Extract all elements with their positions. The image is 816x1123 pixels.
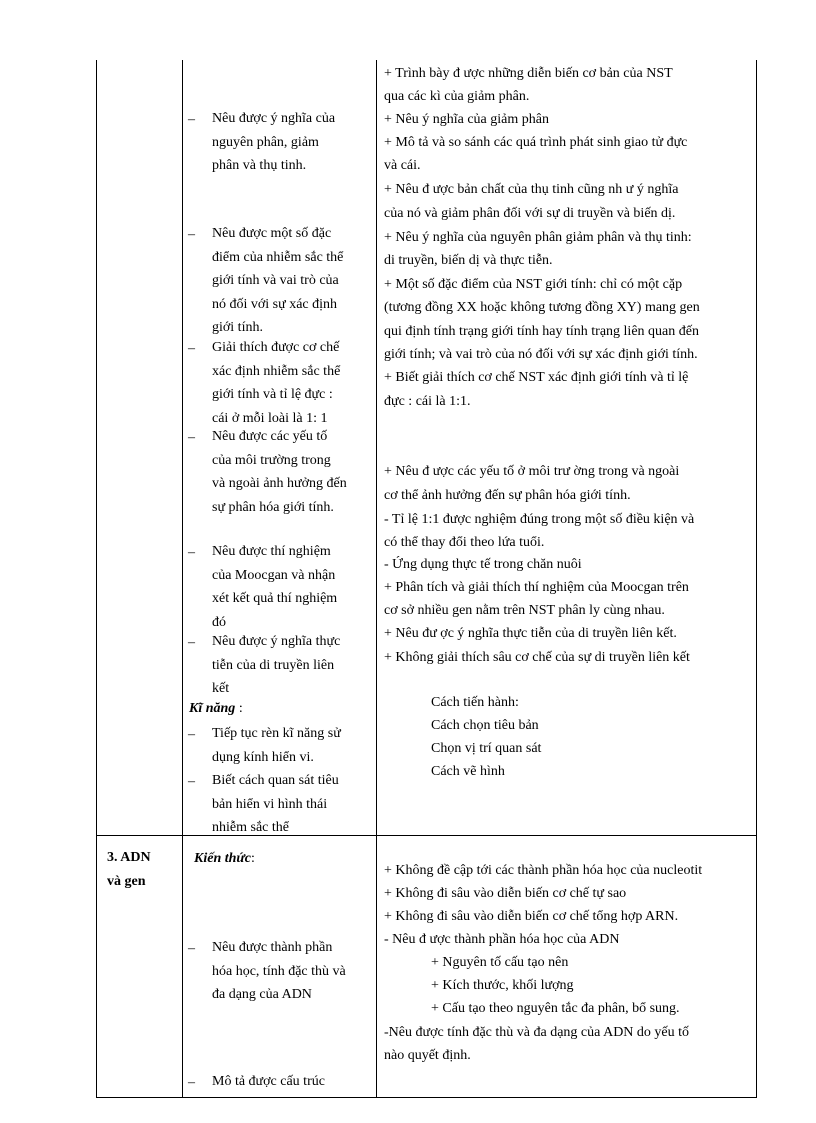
objective-line: sự phân hóa giới tính. bbox=[212, 499, 334, 515]
requirement-line: + Biết giải thích cơ chế NST xác định giới tính và tỉ lệ bbox=[384, 370, 689, 385]
requirement-line: + Nêu ý nghĩa của nguyên phân giảm phân và thụ tinh: bbox=[384, 230, 692, 245]
skills-heading: Kĩ năng : bbox=[189, 701, 243, 716]
requirement-line: - Tỉ lệ 1:1 được nghiệm đúng trong một số điều kiện và bbox=[384, 512, 695, 527]
objective-line: của Moocgan và nhận bbox=[212, 567, 336, 583]
practice-step: Cách tiến hành: bbox=[431, 695, 519, 710]
requirement-line: + Không đề cập tới các thành phần hóa học của nucleotit bbox=[384, 863, 703, 878]
requirement-line: di truyền, biến dị và thực tiễn. bbox=[384, 253, 553, 268]
requirement-line: + Mô tả và so sánh các quá trình phát sinh giao tử đực bbox=[384, 135, 688, 150]
requirement-line: + Không đi sâu vào diễn biến cơ chế tổng hợp ARN. bbox=[384, 909, 679, 924]
objective-line: điểm của nhiễm sắc thể bbox=[212, 249, 344, 265]
bullet-dash: – bbox=[188, 227, 195, 242]
knowledge-heading: Kiến thức: bbox=[194, 851, 255, 866]
requirement-line: + Không giải thích sâu cơ chế của sự di truyền liên kết bbox=[384, 650, 690, 665]
requirement-line: - Ứng dụng thực tế trong chăn nuôi bbox=[384, 557, 582, 572]
bullet-dash: – bbox=[188, 635, 195, 650]
requirement-line: qui định tính trạng giới tính hay tính trạng liên quan đến bbox=[384, 324, 699, 339]
requirement-line: + Cấu tạo theo nguyên tắc đa phân, bổ sung. bbox=[431, 1001, 680, 1016]
requirement-line: + Một số đặc điểm của NST giới tính: chỉ có một cặp bbox=[384, 277, 683, 292]
requirement-line: + Kích thước, khối lượng bbox=[431, 978, 574, 993]
objective-line: của môi trường trong bbox=[212, 452, 331, 468]
requirement-line: qua các kì của giảm phân. bbox=[384, 89, 530, 104]
requirement-line: + Nêu ý nghĩa của giảm phân bbox=[384, 112, 549, 127]
objective-line: Nêu được các yếu tố bbox=[212, 429, 328, 444]
objective-line: giới tính và tỉ lệ đực : bbox=[212, 387, 333, 402]
requirement-line: có thể thay đổi theo lứa tuổi. bbox=[384, 535, 545, 550]
table-border-right bbox=[756, 60, 757, 1098]
skill-line: dụng kính hiển vi. bbox=[212, 749, 314, 765]
objective-line: xét kết quả thí nghiệm bbox=[212, 591, 338, 606]
column-divider-1 bbox=[182, 60, 183, 1098]
requirement-line: giới tính; và vai trò của nó đối với sự xác định giới tính. bbox=[384, 347, 698, 362]
topic-line: 3. ADN bbox=[107, 850, 151, 865]
bullet-dash: – bbox=[188, 430, 195, 445]
objective-line: tiễn của di truyền liên bbox=[212, 657, 335, 673]
objective-line: Mô tả được cấu trúc bbox=[212, 1074, 325, 1089]
bullet-dash: – bbox=[188, 774, 195, 789]
objective-line: giới tính và vai trò của bbox=[212, 273, 339, 288]
objective-line: Nêu được một số đặc bbox=[212, 226, 332, 241]
objective-line: cái ở mỗi loài là 1: 1 bbox=[212, 410, 328, 426]
table-border-bottom bbox=[96, 1097, 757, 1098]
bullet-dash: – bbox=[188, 341, 195, 356]
objective-line: Nêu được ý nghĩa của bbox=[212, 111, 336, 126]
skill-line: bản hiển vi hình thái bbox=[212, 796, 328, 812]
column-divider-2 bbox=[376, 60, 377, 1098]
requirement-line: của nó và giảm phân đối với sự di truyền và biến dị. bbox=[384, 206, 676, 221]
objective-line: Nêu được thí nghiệm bbox=[212, 544, 331, 559]
requirement-line: -Nêu được tính đặc thù và đa dạng của ADN do yếu tố bbox=[384, 1025, 690, 1040]
practice-step: Cách vẽ hình bbox=[431, 764, 505, 779]
requirement-line: + Nêu đư ợc ý nghĩa thực tiễn của di truyền liên kết. bbox=[384, 626, 677, 641]
skill-line: nhiễm sắc thể bbox=[212, 820, 289, 835]
topic-line: và gen bbox=[107, 874, 146, 889]
objective-line: và ngoài ảnh hưởng đến bbox=[212, 476, 347, 491]
requirement-line: và cái. bbox=[384, 158, 421, 173]
objective-line: đa dạng của ADN bbox=[212, 987, 312, 1002]
practice-step: Cách chọn tiêu bản bbox=[431, 718, 539, 733]
requirement-line: nào quyết định. bbox=[384, 1048, 471, 1063]
requirement-line: (tương đồng XX hoặc không tương đồng XY) mang gen bbox=[384, 300, 700, 315]
requirement-line: + Nguyên tố cấu tạo nên bbox=[431, 955, 569, 970]
bullet-dash: – bbox=[188, 727, 195, 742]
requirement-line: + Không đi sâu vào diễn biến cơ chế tự sao bbox=[384, 886, 627, 901]
objective-line: Nêu được ý nghĩa thực bbox=[212, 634, 341, 649]
objective-line: giới tính. bbox=[212, 320, 263, 335]
requirement-line: + Nêu đ ược bản chất của thụ tinh cũng nh ư ý nghĩa bbox=[384, 182, 679, 197]
objective-line: đó bbox=[212, 614, 226, 630]
requirement-line: đực : cái là 1:1. bbox=[384, 394, 471, 409]
objective-line: kết bbox=[212, 681, 230, 696]
bullet-dash: – bbox=[188, 941, 195, 956]
skill-line: Biết cách quan sát tiêu bbox=[212, 773, 339, 788]
objective-line: phân và thụ tinh. bbox=[212, 158, 307, 173]
requirement-line: + Nêu đ ược các yếu tố ở môi trư ờng trong và ngoài bbox=[384, 464, 680, 479]
bullet-dash: – bbox=[188, 1075, 195, 1090]
requirement-line: cơ sở nhiều gen nằm trên NST phân ly cùng nhau. bbox=[384, 603, 665, 618]
objective-line: Giải thích được cơ chế bbox=[212, 340, 340, 355]
requirement-line: - Nêu đ ược thành phần hóa học của ADN bbox=[384, 932, 620, 947]
objective-line: nguyên phân, giảm bbox=[212, 134, 319, 150]
topic-title bbox=[107, 846, 151, 894]
requirement-line: + Trình bày đ ược những diễn biến cơ bản của NST bbox=[384, 66, 673, 81]
row-divider bbox=[96, 835, 757, 836]
objective-line: Nêu được thành phần bbox=[212, 940, 333, 955]
objective-line: xác định nhiễm sắc thể bbox=[212, 363, 341, 379]
skill-line: Tiếp tục rèn kĩ năng sử bbox=[212, 726, 341, 741]
requirement-line: + Phân tích và giải thích thí nghiệm của Moocgan trên bbox=[384, 580, 689, 595]
bullet-dash: – bbox=[188, 545, 195, 560]
objective-line: hóa học, tính đặc thù và bbox=[212, 963, 346, 979]
table-border-left bbox=[96, 60, 97, 1098]
bullet-dash: – bbox=[188, 112, 195, 127]
objective-line: nó đối với sự xác định bbox=[212, 296, 338, 312]
practice-step: Chọn vị trí quan sát bbox=[431, 741, 542, 756]
requirement-line: cơ thể ảnh hưởng đến sự phân hóa giới tính. bbox=[384, 488, 631, 503]
